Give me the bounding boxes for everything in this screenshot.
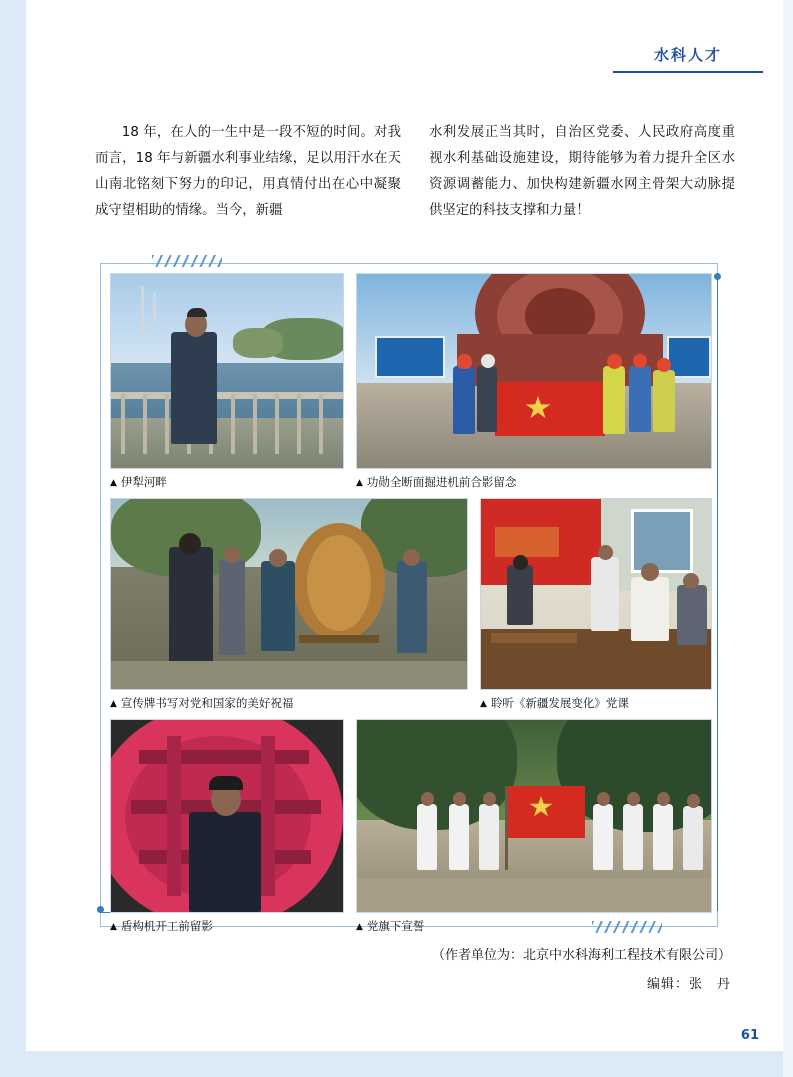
triangle-marker-icon: ▲ <box>110 478 117 488</box>
left-decoration-band <box>0 0 26 1077</box>
article-paragraph-right: 水利发展正当其时，自治区党委、人民政府高度重视水利基础设施建设，期待能够为着力提升全区水资源调蓄能力、加快构建新疆水网主骨架大动脉提供坚定的科技支撑和力量！ <box>429 125 735 218</box>
caption-text: 党旗下宣誓 <box>366 919 425 933</box>
triangle-marker-icon: ▲ <box>356 922 363 932</box>
gallery-grid <box>110 273 710 942</box>
article-paragraph-left: 18 年，在人的一生中是一段不短的时间。对我而言，18 年与新疆水利事业结缘，足以用汗水在天山南北铭刻下努力的印记，用真情付出在心中凝聚成守望相助的情缘。当今，新疆 <box>95 125 401 218</box>
triangle-marker-icon: ▲ <box>356 478 363 488</box>
triangle-marker-icon: ▲ <box>110 699 117 709</box>
article-column-left <box>95 120 401 224</box>
photo-caption <box>480 690 712 711</box>
gallery-row <box>110 498 710 711</box>
photo-tunnel-boring-machine-group[interactable] <box>356 273 712 469</box>
photo-caption <box>110 469 344 490</box>
gallery-item[interactable] <box>110 719 344 934</box>
photo-river-bank-portrait[interactable] <box>110 273 344 469</box>
gallery-item[interactable] <box>110 273 344 490</box>
photo-shield-machine-portrait[interactable] <box>110 719 344 913</box>
header-title: 水科人才 <box>653 46 722 64</box>
page-number: 61 <box>740 1028 759 1043</box>
triangle-marker-icon: ▲ <box>480 699 487 709</box>
gallery-row <box>110 719 710 934</box>
caption-text: 伊犁河畔 <box>120 475 167 489</box>
photo-caption <box>356 913 712 934</box>
article-column-right <box>429 120 735 224</box>
dot-marker-top-right <box>714 273 721 280</box>
right-decoration-edge <box>783 0 793 1077</box>
gallery-item[interactable] <box>356 719 712 934</box>
gallery-item[interactable] <box>356 273 712 490</box>
caption-text: 功勋全断面掘进机前合影留念 <box>366 475 517 489</box>
header-rule <box>613 71 763 73</box>
author-credit: （作者单位为：北京中水科海利工程技术有限公司） <box>431 948 731 963</box>
caption-text: 盾构机开工前留影 <box>120 919 213 933</box>
gallery-row <box>110 273 710 490</box>
triangle-marker-icon: ▲ <box>110 922 117 932</box>
photo-gallery-panel <box>92 255 724 935</box>
editor-credit: 编辑：张 丹 <box>646 977 731 992</box>
hatch-decoration-top <box>152 255 222 267</box>
caption-text: 聆听《新疆发展变化》党课 <box>490 696 629 710</box>
photo-caption <box>110 690 468 711</box>
photo-oath-under-party-flag[interactable] <box>356 719 712 913</box>
dot-marker-bottom-left <box>97 906 104 913</box>
caption-text: 宣传牌书写对党和国家的美好祝福 <box>120 696 294 710</box>
photo-writing-blessing-sign[interactable] <box>110 498 468 690</box>
photo-party-lecture-classroom[interactable] <box>480 498 712 690</box>
gallery-vertical-rule <box>717 277 718 911</box>
photo-caption <box>356 469 712 490</box>
page-header <box>613 44 763 73</box>
article-body <box>95 120 735 224</box>
gallery-item[interactable] <box>480 498 712 711</box>
photo-caption <box>110 913 344 934</box>
bottom-decoration-band <box>0 1051 793 1077</box>
gallery-item[interactable] <box>110 498 468 711</box>
